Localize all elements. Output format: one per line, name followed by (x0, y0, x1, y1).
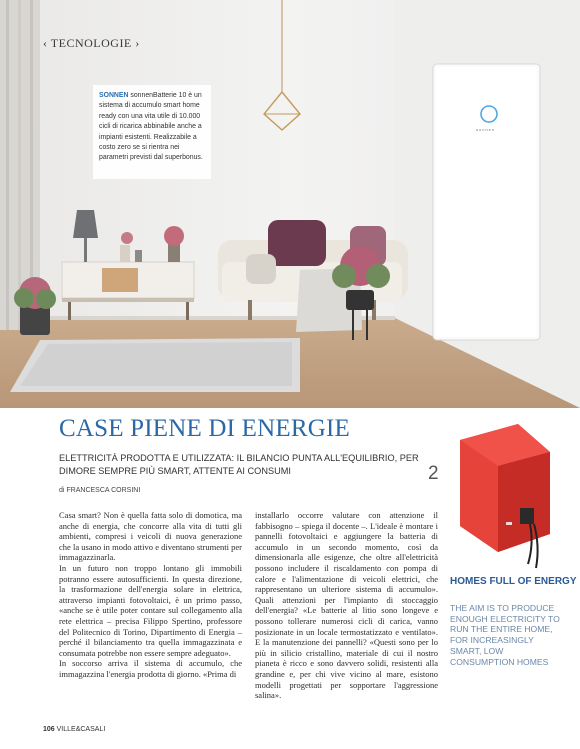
sidebar-body: THE AIM IS TO PRODUCE ENOUGH ELECTRICITY TO RUN THE ENTIRE HOME, FOR INCREASINGLY SMART, LOW CONSUMPTION HOMES (450, 603, 560, 667)
paragraph: Casa smart? Non è quella fatta solo di domotica, ma anche di energia, che concorre alla vita di tutti gli ambienti, compresi i veicoli di nuova generazione che la usano in modo attivo e diventano strumenti per immagazzinarla. (59, 510, 242, 563)
sidebar-title: HOMES FULL OF ENERGY (450, 576, 577, 587)
figure-number: 2 (428, 463, 439, 484)
photo-caption (93, 85, 211, 179)
article-title: CASE PIENE DI ENERGIE (59, 415, 350, 442)
article-byline: di FRANCESCA CORSINI (59, 487, 141, 494)
page-number: 106 (43, 726, 55, 733)
paragraph: installarlo occorre valutare con attenzione il fabbisogno – spiega il docente –. L'ideale è montare i pannelli fotovoltaici e aggiungere la batteria di accumulo in un secondo momento, così da dimensionarla alle esigenze, che oltre all'elettricità possono includere il riscaldamento con pompa di calore e l'alimentazione di veicoli elettrici, che rappresentano un ulteriore sistema di accumulo». Quali attenzioni per l'impianto di stoccaggio dell'energia? «Le batterie al litio sono longeve e possono tollerare numerosi cicli di carica, vanno posizionate in un locale termostatizzato e ventilato». E la manutenzione dei pannelli? «Questi sono per lo più in silicio cristallino, materiale di cui il nostro pianeta è ricco e sono davvero solidi, resistenti alla grandine e, per chi vive vicino al mare, esistono modelli progettati per sopportare l'aggressione salina». (255, 510, 438, 701)
magazine-name: VILLE&CASALI (56, 726, 106, 733)
inverter-image (446, 422, 562, 572)
paragraph: In soccorso arriva il sistema di accumulo, che immagazzina l'energia prodotta di giorno. «Prima di (59, 658, 242, 679)
caption-text: sonnenBatterie 10 è un sistema di accumulo smart home ready con una vita utile di 10.000 cicli di ricarica abbinabile anche a impianti esistenti. Realizzabile a costo zero se si rientra nei parametri previsti dal superbonus. (99, 92, 203, 162)
caption-brand: SONNEN (99, 92, 129, 99)
article-subtitle: ELETTRICITÀ PRODOTTA E UTILIZZATA: IL BILANCIO PUNTA ALL'EQUILIBRIO, PER DIMORE SEMPRE PIÙ SMART, ATTENTE AI CONSUMI (59, 453, 419, 476)
article-column-1 (59, 510, 242, 680)
page-folio (43, 726, 105, 733)
paragraph: In un futuro non troppo lontano gli immobili potranno essere autosufficienti. In questa direzione, la trasformazione dell'energia solare in elettrica, attraverso impianti fotovoltaici, è un primo passo, «anche se è utile poter contare sul collegamento alla rete elettrica – precisa Filippo Spertino, professore del Politecnico di Torino, Dipartimento di Energia – perché il bilanciamento tra quella immagazzinata e consumata potrebbe non essere sempre adeguato». (59, 562, 242, 658)
section-label: ‹ TECNOLOGIE › (43, 36, 140, 50)
battery-logo: sonnen (476, 127, 496, 132)
article-column-2 (255, 510, 438, 701)
